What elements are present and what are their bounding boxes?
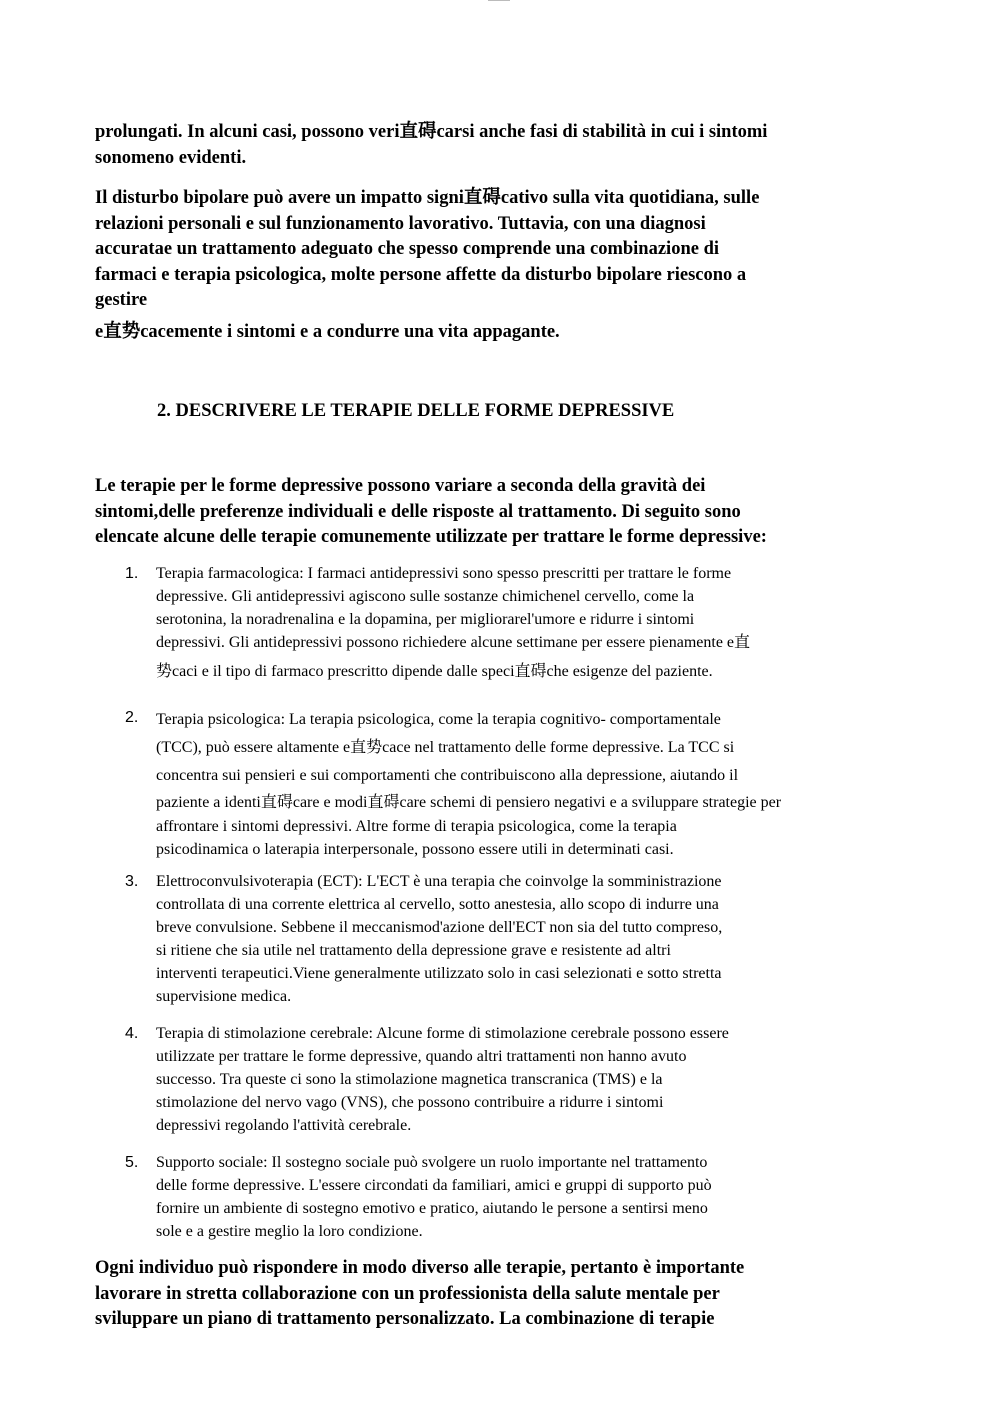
- text-line: Terapia di stimolazione cerebrale: Alcune forme di stimolazione cerebrale possono essere: [156, 1025, 729, 1042]
- text-line: prolungati. In alcuni casi, possono veri直碍carsi anche fasi di stabilità in cui i sintomi: [95, 122, 768, 142]
- text-line: stimolazione del nervo vago (VNS), che possono contribuire a ridurre i sintomi: [156, 1094, 664, 1111]
- text-line: fornire un ambiente di sostegno emotivo e pratico, aiutando le persone a sentirsi meno: [156, 1200, 708, 1217]
- text-line: paziente a identi直碍care e modi直碍care schemi di pensiero negativi e a sviluppare strategie per: [156, 794, 782, 811]
- list-item: [95, 870, 910, 1010]
- list-item: [95, 562, 910, 687]
- text-line: delle forme depressive. L'essere circondati da familiari, amici e gruppi di supporto può: [156, 1177, 712, 1194]
- text-line: supervisione medica.: [156, 988, 292, 1005]
- text-line: relazioni personali e sul funzionamento lavorativo. Tuttavia, con una diagnosi: [95, 213, 706, 234]
- text-line: gestire: [95, 290, 148, 310]
- text-line: 势caci e il tipo di farmaco prescritto dipende dalle speci直碍che esigenze del paziente.: [156, 663, 713, 680]
- list-number: 2.: [125, 709, 139, 726]
- text-line: breve convulsione. Sebbene il meccanismod'azione dell'ECT non sia del tutto compreso,: [156, 919, 723, 936]
- list-item: [95, 706, 910, 856]
- text-line: si ritiene che sia utile nel trattamento della depressione grave e resistente ad altri: [156, 942, 671, 959]
- list-number: 1.: [125, 565, 139, 582]
- closing-paragraph: [95, 1256, 905, 1333]
- section-heading: 2. DESCRIVERE LE TERAPIE DELLE FORME DEPRESSIVE: [157, 401, 675, 421]
- text-line: sonomeno evidenti.: [95, 147, 247, 168]
- text-line: depressivi regolando l'attività cerebrale.: [156, 1117, 412, 1134]
- intro-paragraph: [95, 120, 905, 171]
- text-line: controllata di una corrente elettrica al cervello, sotto anestesia, allo scopo di indurre una: [156, 896, 719, 913]
- text-line: Il disturbo bipolare può avere un impatto signi直碍cativo sulla vita quotidiana, sulle: [95, 188, 760, 208]
- text-line: Terapia psicologica: La terapia psicologica, come la terapia cognitivo- comportamentale: [156, 711, 721, 728]
- list-item-text: [156, 1022, 906, 1137]
- text-line: sviluppare un piano di trattamento personalizzato. La combinazione di terapie: [95, 1309, 715, 1329]
- text-line: Supporto sociale: Il sostegno sociale può svolgere un ruolo importante nel trattamento: [156, 1154, 708, 1171]
- list-item-text: [156, 706, 906, 861]
- list-number: 3.: [125, 873, 139, 890]
- text-line: utilizzate per trattare le forme depressive, quando altri trattamenti non hanno avuto: [156, 1048, 687, 1065]
- text-line: successo. Tra queste ci sono la stimolazione magnetica transcranica (TMS) e la: [156, 1071, 663, 1088]
- text-line: serotonina, la noradrenalina e la dopamina, per migliorarel'umore e ridurre i sintomi: [156, 611, 695, 628]
- list-item: [95, 1151, 910, 1246]
- text-line: Ogni individuo può rispondere in modo diverso alle terapie, pertanto è importante: [95, 1258, 745, 1278]
- list-item-text: [156, 1151, 906, 1243]
- text-line: interventi terapeutici.Viene generalmente utilizzato solo in casi selezionati e sotto stretta: [156, 965, 722, 982]
- text-line: (TCC), può essere altamente e直势cace nel trattamento delle forme depressive. La TCC si: [156, 739, 735, 756]
- text-line: depressive. Gli antidepressivi agiscono sulle sostanze chimichenel cervello, come la: [156, 588, 695, 605]
- list-item-text: [156, 870, 906, 1008]
- text-line: sole e a gestire meglio la loro condizione.: [156, 1223, 423, 1240]
- list-number: 5.: [125, 1154, 139, 1171]
- text-line: Le terapie per le forme depressive possono variare a seconda della gravità dei: [95, 476, 706, 496]
- text-line: lavorare in stretta collaborazione con un professionista della salute mentale per: [95, 1283, 720, 1304]
- text-line: elencate alcune delle terapie comunemente utilizzate per trattare le forme depressive:: [95, 527, 767, 547]
- text-line: accuratae un trattamento adeguato che spesso comprende una combinazione di: [95, 239, 720, 259]
- text-line: Elettroconvulsivoterapia (ECT): L'ECT è una terapia che coinvolge la somministrazione: [156, 873, 722, 890]
- list-item: [95, 1022, 910, 1140]
- text-line: e直势cacemente i sintomi e a condurre una vita appagante.: [95, 321, 560, 342]
- text-line: farmaci e terapia psicologica, molte persone affette da disturbo bipolare riescono a: [95, 264, 747, 285]
- text-line: affrontare i sintomi depressivi. Altre forme di terapia psicologica, come la terapia: [156, 818, 677, 835]
- text-line: concentra sui pensieri e sui comportamenti che contribuiscono alla depressione, aiutando il: [156, 767, 739, 784]
- list-item-text: [156, 562, 906, 683]
- text-line: psicodinamica o laterapia interpersonale, possono essere utili in determinati casi.: [156, 841, 674, 858]
- bipolar-paragraph: [95, 186, 905, 345]
- list-number: 4.: [125, 1025, 139, 1042]
- text-line: depressivi. Gli antidepressivi possono richiedere alcune settimane per essere pienamente e直: [156, 634, 751, 651]
- text-line: sintomi,delle preferenze individuali e delle risposte al trattamento. Di seguito sono: [95, 501, 741, 522]
- page-header-mark: [488, 0, 510, 4]
- text-line: Terapia farmacologica: I farmaci antidepressivi sono spesso prescritti per trattare le forme: [156, 565, 732, 582]
- lead-paragraph: [95, 474, 905, 551]
